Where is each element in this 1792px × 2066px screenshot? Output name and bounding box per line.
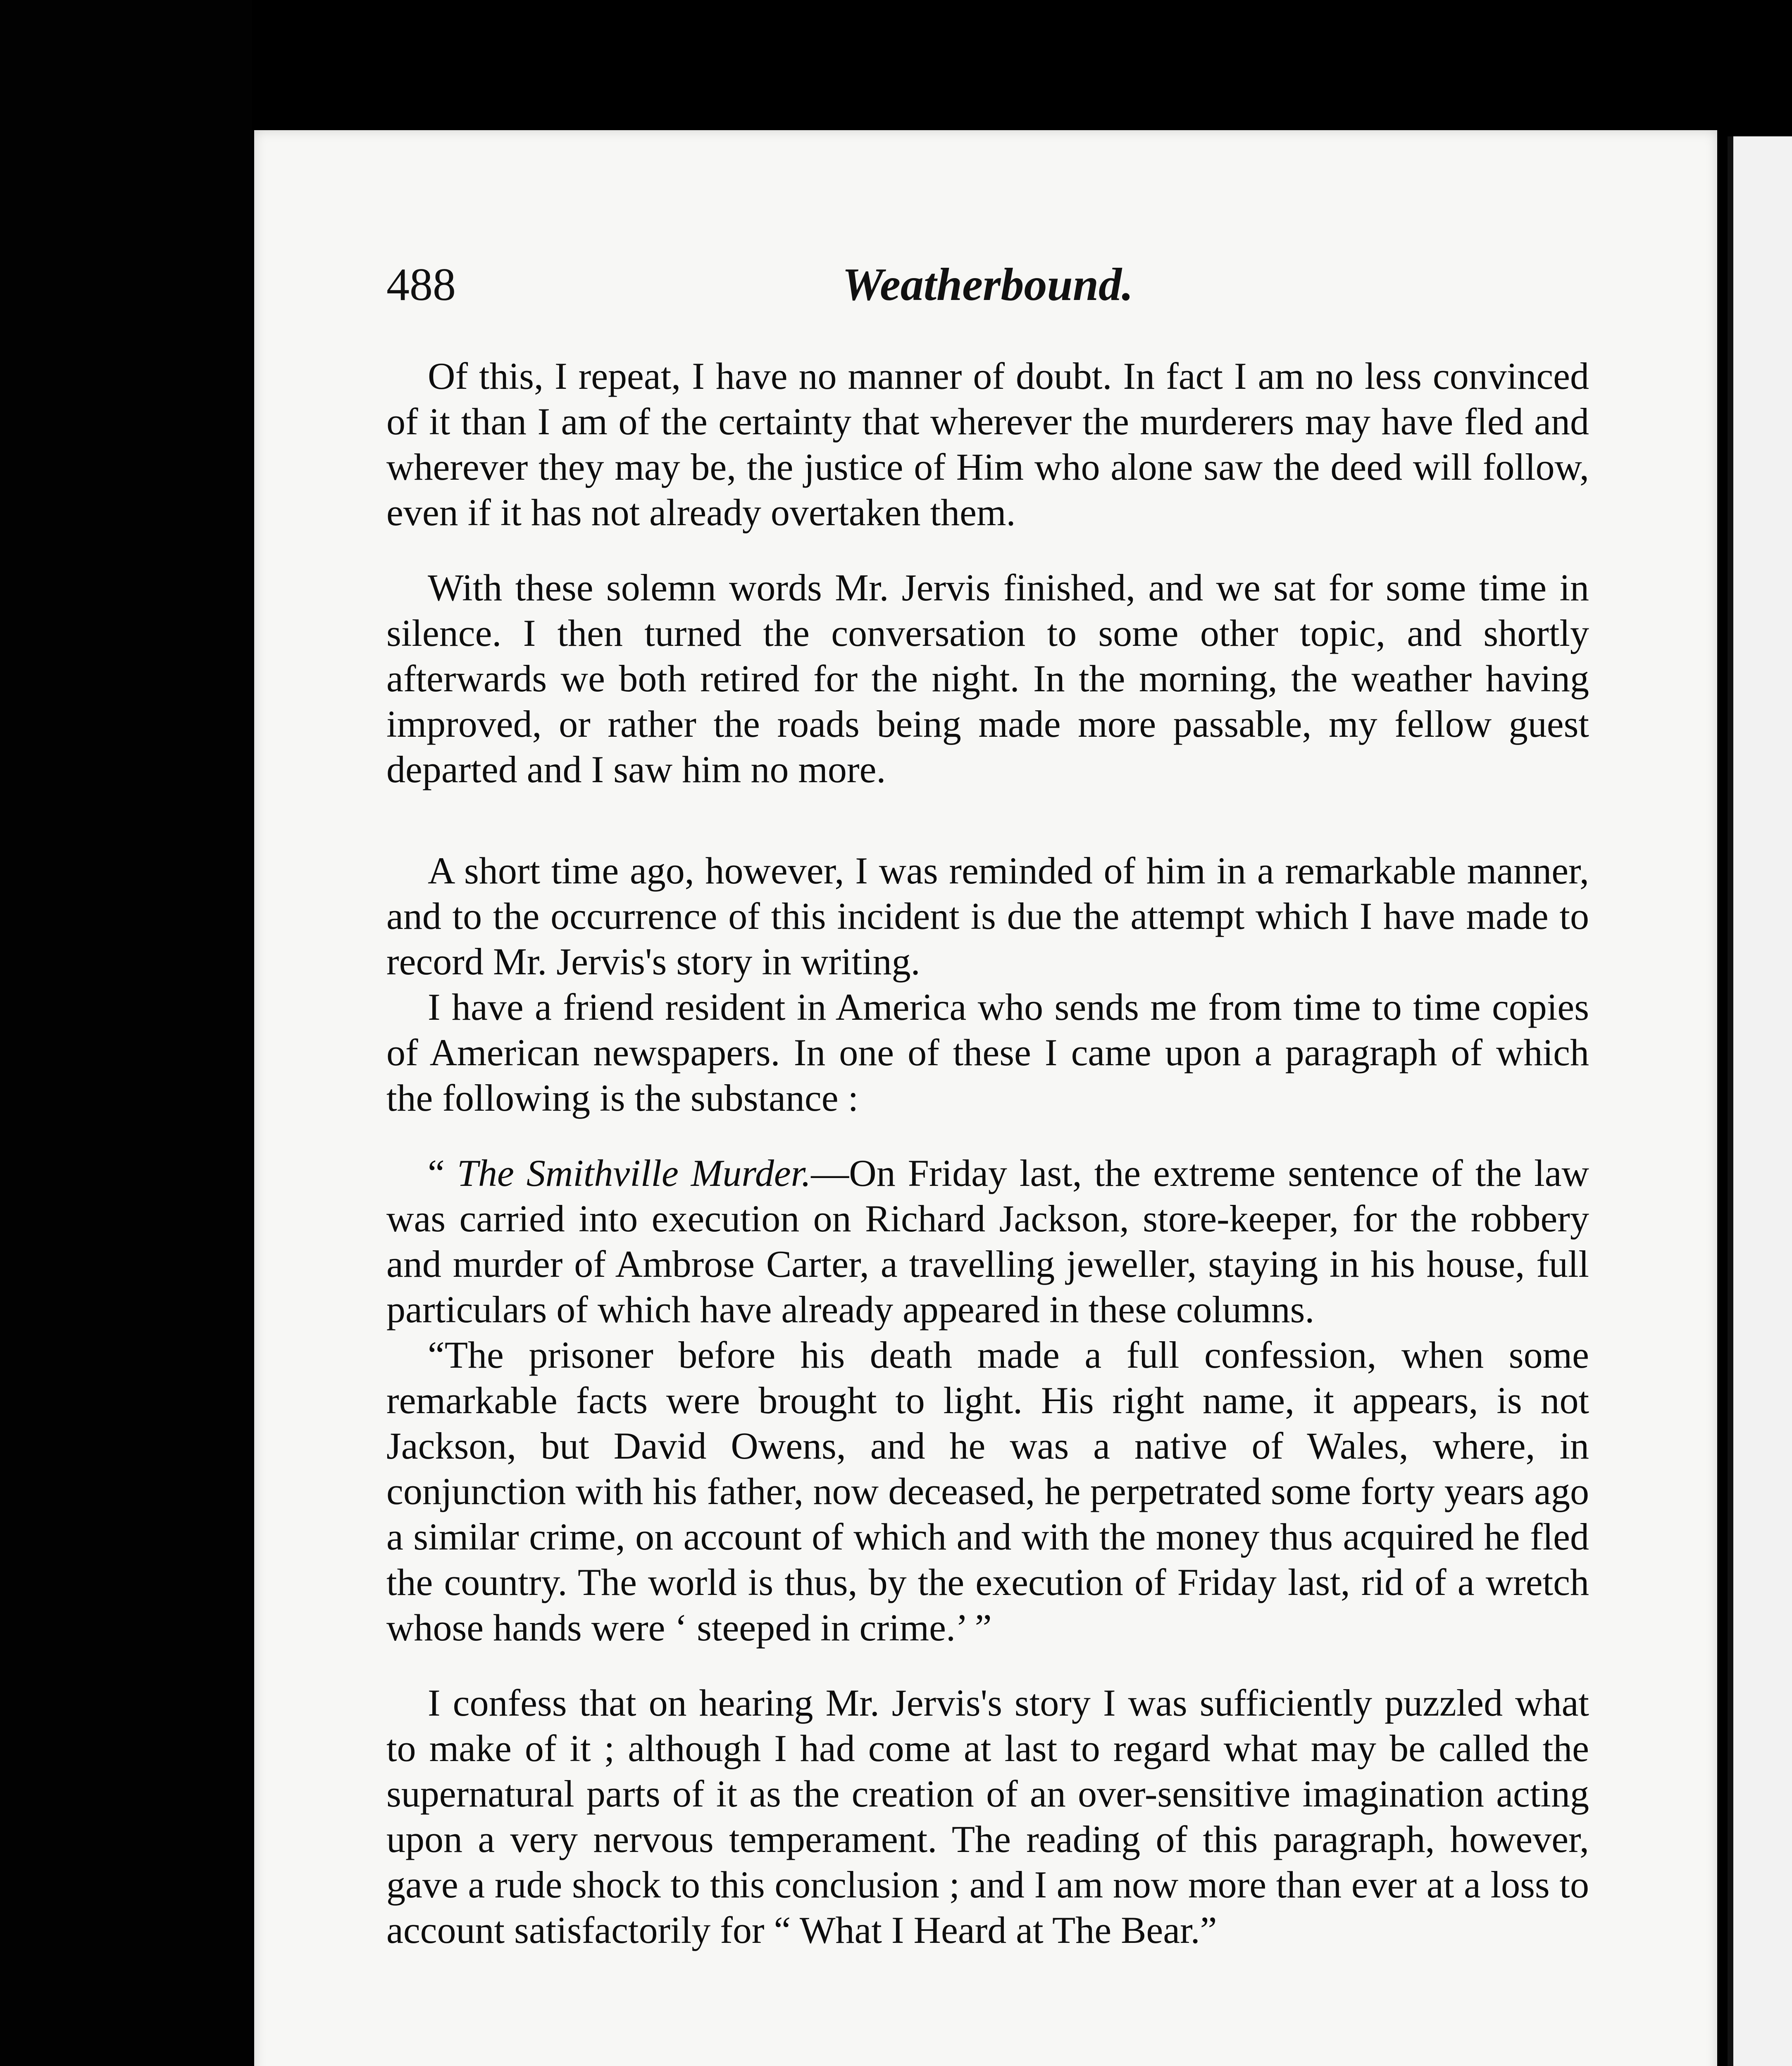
quote-open: “ bbox=[428, 1152, 457, 1194]
running-title: Weatherbound. bbox=[842, 259, 1134, 310]
paragraph-1: Of this, I repeat, I have no manner of doubt. In fact I am no less convinced of it than I am of the certainty that wherever the murderers may have fled and wherever they may be, the justice of Him who alone saw the deed will follow, even if it has not already overtaken them. bbox=[386, 355, 1589, 533]
facing-page-edge bbox=[1728, 136, 1792, 2066]
paragraph-confession: “The prisoner before his death made a full confession, when some remarkable facts were brought to light. His right name, it appears, is not Jackson, but David Owens, and he was a native of Wales, where, in conjunction with his father, now deceased, he perpetrated some forty years ago a similar crime, on account of which and with the money thus acquired he fled the country. The world is thus, by the execution of Friday last, rid of a wretch whose hands were ‘ steeped in crime.’ ” bbox=[386, 1334, 1589, 1649]
newspaper-quote-paragraph bbox=[386, 1150, 1589, 1332]
paragraph-2: With these solemn words Mr. Jervis finished, and we sat for some time in silence. I then turned the conversation to some other topic, and shortly afterwards we both retired for the night. In the morning, the weather having improved, or rather the roads being made more passable, my fellow guest departed and I saw him no more. bbox=[386, 566, 1589, 790]
quote-body: —On Friday last, the extreme sentence of the law was carried into execution on Richard Jackson, store-keeper, for the robbery and murder of Ambrose Carter, a travelling jeweller, staying in his house, full particulars of which have already appeared in these columns. bbox=[386, 1152, 1589, 1331]
page-content bbox=[386, 258, 1589, 2066]
quote-headline: The Smithville Murder. bbox=[457, 1152, 811, 1194]
paragraph-3: A short time ago, however, I was reminded of him in a remarkable manner, and to the occurrence of this incident is due the attempt which I have made to record Mr. Jervis's story in writing. bbox=[386, 850, 1589, 983]
scan-dark-border bbox=[0, 0, 252, 2066]
paragraph-4: I have a friend resident in America who sends me from time to time copies of American newspapers. In one of these I came upon a paragraph of which the following is the substance : bbox=[386, 986, 1589, 1119]
running-head bbox=[386, 258, 1589, 324]
page-number: 488 bbox=[386, 259, 456, 310]
paragraph-closing: I confess that on hearing Mr. Jervis's story I was sufficiently puzzled what to make of it ; although I had come at last to regard what may be called the supernatural parts of it as the creation of an over-sensitive imagination acting upon a very nervous temperament. The reading of this paragraph, however, gave a rude shock to this conclusion ; and I am now more than ever at a loss to account satisfactorily for “ What I Heard at The Bear.” bbox=[386, 1682, 1589, 1951]
book-page bbox=[254, 130, 1717, 2066]
